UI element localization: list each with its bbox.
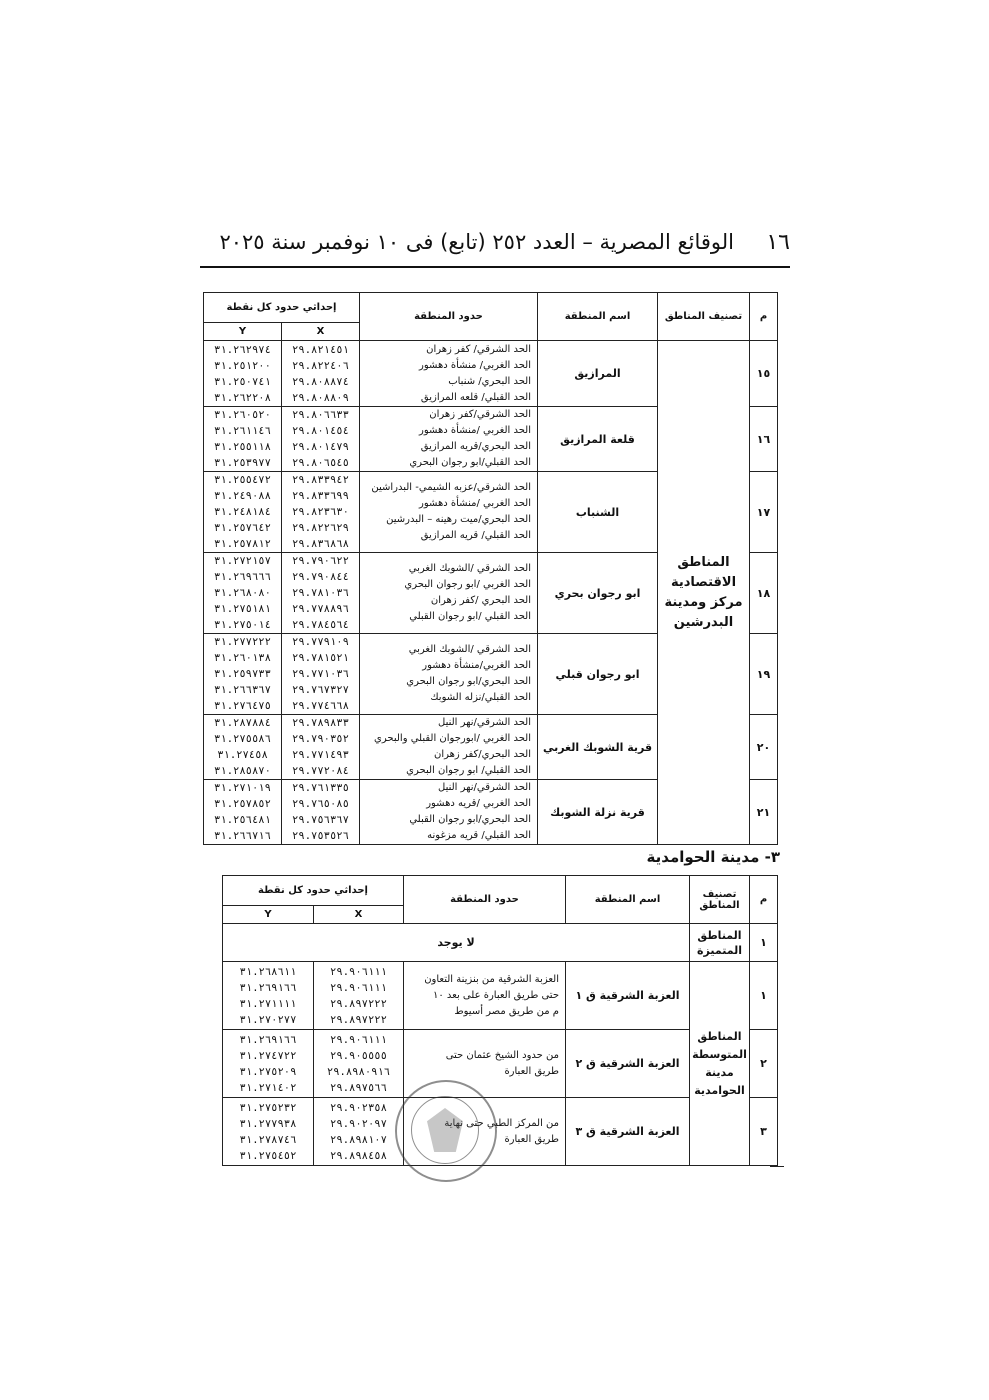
- x-coords-line: ٢٩.٨٩٨١٠٧: [330, 1133, 387, 1146]
- col-y: Y: [223, 906, 314, 924]
- row-num: ١: [750, 924, 778, 962]
- y-coords-line: ٣١.٢٧٥٤٥٢: [239, 1149, 297, 1162]
- x-coords-line: ٢٩.٨٠٦٦٣٣: [292, 409, 349, 421]
- y-coords-line: ٣١.٢٦٢٢٠٨: [214, 391, 271, 404]
- y-coords-line: ٣١.٢٦٨٦١١: [239, 965, 297, 978]
- y-coords-line: ٣١.٢٥٧٨٥٢: [214, 798, 271, 810]
- zone-borders-line: الحد القبلي/ابو رجوان البحري: [409, 457, 531, 468]
- row-num: ٢١: [750, 780, 778, 845]
- y-coords-line: ٣١.٢٥٩٧٣٣: [214, 668, 271, 680]
- y-coords-line: ٣١.٢٦٦٣٦٧: [214, 684, 271, 696]
- zone-name: العزبة الشرقية ق ٢: [566, 1030, 690, 1098]
- x-coords: [314, 1030, 404, 1098]
- zone-borders-line: الحد القبلي /ابو رجوان القبلي: [409, 611, 531, 622]
- classification-distinguished: المناطق المتميزة: [690, 924, 750, 962]
- zone-borders-line: الحد البحري /كفر زهران: [430, 595, 531, 606]
- header-rule: [200, 266, 790, 268]
- y-coords-line: ٣١.٢٦٢٩٧٤: [214, 343, 271, 356]
- zone-borders-line: الحد الشرقي /الشوبك الغربي: [408, 563, 531, 574]
- x-coords-line: ٢٩.٩٠٦١١١: [330, 1033, 387, 1046]
- x-coords-line: ٢٩.٨٩٨٠٩١٦: [326, 1065, 391, 1078]
- zone-borders-line: الحد البحري/ابو رجوان القبلي: [409, 814, 531, 825]
- x-coords-line: ٢٩.٧٩٠٦٢٢: [292, 555, 349, 567]
- y-coords-line: ٣١.٢٥٠٧٤١: [214, 375, 271, 388]
- x-coords-line: ٢٩.٧٦٥٠٨٥: [292, 798, 349, 810]
- y-coords-line: ٣١.٢٦٩٦٦٦: [214, 571, 271, 583]
- zone-name: الشنباب: [538, 472, 658, 553]
- x-coords-line: ٢٩.٨٢٢٤٠٦: [292, 359, 349, 372]
- x-coords-line: ٢٩.٨٢١٤٥١: [292, 343, 349, 356]
- zone-borders-line: طريق العبارة: [504, 1065, 559, 1077]
- x-coords-line: ٢٩.٨٠٨٨٧٤: [292, 375, 349, 388]
- zone-borders-line: الحد الشرقي/كفر زهران: [429, 409, 531, 420]
- x-coords-line: ٢٩.٨٩٧٥٦٦: [330, 1081, 387, 1094]
- zone-name: قلعة المرازيق: [538, 407, 658, 472]
- y-coords-line: ٣١.٢٥٥٤٧٢: [214, 474, 271, 486]
- zone-borders-line: حتى طريق العبارة على بعد ١٠: [432, 989, 559, 1001]
- row-num: ١٧: [750, 472, 778, 553]
- x-coords-line: ٢٩.٩٠٦١١١: [330, 965, 387, 978]
- y-coords-line: ٣١.٢٦٠١٣٨: [214, 652, 271, 664]
- x-coords-line: ٢٩.٨٢٢٦٢٩: [292, 522, 349, 534]
- y-coords-line: ٣١.٢٨٧٨٨٤: [214, 717, 271, 729]
- zone-name: العزبة الشرقية ق ٣: [566, 1098, 690, 1166]
- x-coords-line: ٢٩.٧٦٧٣٢٧: [292, 684, 349, 696]
- row-num: ٢٠: [750, 715, 778, 780]
- zone-borders-line: الحد القبلي/ قريه مزغونه: [427, 830, 531, 841]
- zone-borders-line: م من طريق مصر أسيوط: [454, 1005, 559, 1017]
- y-coords-line: ٣١.٢٥١٢٠٠: [214, 359, 271, 372]
- zone-borders-line: الحد الغربي /قريه دهشور: [426, 798, 531, 809]
- x-coords-line: ٢٩.٧٧٢٠٨٤: [292, 765, 349, 777]
- hawamdeya-zones-table: [222, 875, 778, 1166]
- y-coords: [223, 962, 314, 1030]
- col-zone-name: اسم المنطقة: [566, 876, 690, 924]
- y-coords: [204, 407, 282, 472]
- journal-title: الوقائع المصرية – العدد ٢٥٢ (تابع) فى ١٠ نوفمبر سنة ٢٠٢٥: [219, 230, 734, 254]
- y-coords-line: ٣١.٢٦٩١٦٦: [239, 981, 297, 994]
- zone-borders-line: من حدود الشيخ عثمان حتى: [445, 1049, 559, 1061]
- zone-borders-line: الحد القبلي/ ابو رجوان البحري: [406, 765, 531, 776]
- zone-borders-line: طريق العبارة: [504, 1133, 559, 1145]
- x-coords-line: ٢٩.٧٦١٣٣٥: [292, 782, 349, 794]
- x-coords-line: ٢٩.٧٧١٤٩٣: [292, 749, 349, 761]
- official-stamp: [395, 1080, 497, 1182]
- no-entries: لا يوجد: [223, 924, 690, 962]
- y-coords-line: ٣١.٢٧٢١٥٧: [214, 555, 271, 567]
- row-num: ١٨: [750, 553, 778, 634]
- y-coords-line: ٣١.٢٥٦٤٨١: [214, 814, 271, 826]
- x-coords: [282, 407, 360, 472]
- zone-name: ابو رجوان قبلي: [538, 634, 658, 715]
- y-coords-line: ٣١.٢٦٨٠٨٠: [214, 587, 271, 599]
- zone-borders-line: من المركز الطبي حتى نهاية: [444, 1117, 559, 1129]
- x-coords: [282, 634, 360, 715]
- col-num: م: [750, 876, 778, 924]
- x-coords-line: ٢٩.٧٧٨٨٩٦: [292, 603, 349, 615]
- col-borders: حدود المنطقة: [404, 876, 566, 924]
- section-title: ٣- مدينة الحوامدية: [646, 848, 780, 866]
- x-coords-line: ٢٩.٩٠٥٥٥٥: [330, 1049, 387, 1062]
- x-coords-line: ٢٩.٧٨٤٥٦٤: [292, 619, 349, 631]
- y-coords: [223, 1098, 314, 1166]
- zone-borders: [360, 715, 538, 780]
- x-coords-line: ٢٩.٨٠٦٥٤٥: [292, 457, 349, 469]
- row-num: ١٥: [750, 341, 778, 407]
- zone-borders-line: الحد الغربي/ منشأة دهشور: [419, 359, 531, 371]
- y-coords-line: ٣١.٢٥٧٦٤٢: [214, 522, 271, 534]
- zone-borders: [360, 553, 538, 634]
- y-coords: [204, 341, 282, 407]
- zone-borders-line: الحد البحري/ابو رجوان البحري: [406, 676, 531, 687]
- zone-borders-line: الحد الشرقي/ كفر زهران: [426, 343, 531, 355]
- zone-borders-line: الحد الغربي/منشأة دهشور: [422, 660, 531, 671]
- y-coords-line: ٣١.٢٧١٠١٩: [214, 782, 271, 794]
- x-coords-line: ٢٩.٧٧٤٦٦٨: [292, 700, 349, 712]
- classification-cell: المناطق الاقتصادية مركز ومدينة البدرشين: [658, 341, 750, 845]
- x-coords-line: ٢٩.٨٩٨٤٥٨: [330, 1149, 387, 1162]
- col-x: X: [314, 906, 404, 924]
- x-coords-line: ٢٩.٧٩٠٣٥٢: [292, 733, 349, 745]
- edge-mark: [770, 1166, 784, 1167]
- zone-borders: [360, 634, 538, 715]
- col-num: م: [750, 293, 778, 341]
- y-coords-line: ٣١.٢٨٥٨٧٠: [214, 765, 271, 777]
- x-coords-line: ٢٩.٨٠١٤٧٩: [292, 441, 349, 453]
- zone-borders: [360, 407, 538, 472]
- page-number: ١٦: [766, 230, 790, 255]
- y-coords-line: ٣١.٢٧٠٢٧٧: [239, 1013, 297, 1026]
- zone-borders-line: الحد الشرقي/عزبه الشيمي- البدراشين: [371, 482, 531, 493]
- y-coords-line: ٣١.٢٧٥٢٠٩: [239, 1065, 297, 1078]
- col-classification: تصنيف المناطق: [658, 293, 750, 341]
- zone-borders: [360, 472, 538, 553]
- y-coords: [204, 715, 282, 780]
- row-num: ١٦: [750, 407, 778, 472]
- badrashin-zones-table: [203, 292, 778, 845]
- col-coords: إحداثي حدود كل نقطة: [204, 293, 360, 323]
- page-header: [200, 224, 790, 268]
- y-coords-line: ٣١.٢٦١١٤٦: [214, 425, 271, 437]
- x-coords: [314, 1098, 404, 1166]
- row-num: ٣: [750, 1098, 778, 1166]
- y-coords-line: ٣١.٢٧٦٤٧٥: [214, 700, 271, 712]
- x-coords-line: ٢٩.٨٢٣٦٣٠: [292, 506, 349, 518]
- x-coords-line: ٢٩.٧٨١٥٢١: [292, 652, 349, 664]
- row-num: ٢: [750, 1030, 778, 1098]
- y-coords-line: ٣١.٢٧٤٥٨: [217, 749, 268, 761]
- y-coords-line: ٣١.٢٥٧٨١٢: [214, 538, 271, 550]
- x-coords-line: ٢٩.٧٥٣٥٢٦: [292, 830, 349, 842]
- x-coords-line: ٢٩.٨٠٨٨٠٩: [292, 391, 349, 404]
- y-coords-line: ٣١.٢٤٨١٨٤: [214, 506, 271, 518]
- zone-borders-line: الحد الغربي /ابورجوان القبلي والبحري: [374, 733, 531, 744]
- x-coords: [282, 780, 360, 845]
- col-classification: تصنيف المناطق: [690, 876, 750, 924]
- x-coords-line: ٢٩.٧٨١٠٣٦: [292, 587, 349, 599]
- y-coords: [204, 634, 282, 715]
- y-coords: [223, 1030, 314, 1098]
- row-num: ١: [750, 962, 778, 1030]
- y-coords: [204, 780, 282, 845]
- y-coords-line: ٣١.٢٧٥٠١٤: [214, 619, 271, 631]
- x-coords: [282, 715, 360, 780]
- zone-name: المرازيق: [538, 341, 658, 407]
- x-coords-line: ٢٩.٨٩٧٢٢٢: [330, 1013, 387, 1026]
- x-coords: [282, 341, 360, 407]
- zone-borders-line: الحد البحري/قريه المرازيق: [420, 441, 531, 452]
- x-coords-line: ٢٩.٧٨٩٨٣٣: [292, 717, 349, 729]
- x-coords-line: ٢٩.٨٣٦٨٦٨: [292, 538, 349, 550]
- x-coords-line: ٢٩.٩٠٢٣٥٨: [330, 1101, 387, 1114]
- zone-borders-line: الحد الغربي /منشأة دهشور: [419, 498, 531, 509]
- y-coords-line: ٣١.٢٧٧٢٢٢: [214, 636, 271, 648]
- col-borders: حدود المنطقة: [360, 293, 538, 341]
- zone-borders-line: الحد القبلي/نزله الشوبك: [430, 692, 531, 703]
- zone-borders-line: الحد البحري/ شنباب: [448, 375, 531, 387]
- y-coords-line: ٣١.٢٥٣٩٧٧: [214, 457, 271, 469]
- zone-borders-line: الحد الشرقي /الشوبك الغربي: [408, 644, 531, 655]
- col-coords: إحداثي حدود كل نقطة: [223, 876, 404, 906]
- x-coords-line: ٢٩.٧٩٠٨٤٤: [292, 571, 349, 583]
- table-row-distinguished: [223, 924, 778, 962]
- zone-name: قرية نزلة الشوبك: [538, 780, 658, 845]
- x-coords-line: ٢٩.٩٠٢٠٩٧: [330, 1117, 387, 1130]
- zone-borders-line: الحد الغربي /ابو رجوان البحري: [404, 579, 531, 590]
- x-coords: [282, 553, 360, 634]
- col-y: Y: [204, 323, 282, 341]
- y-coords-line: ٣١.٢٦٦٧١٦: [214, 830, 271, 842]
- zone-name: ابو رجوان بحري: [538, 553, 658, 634]
- y-coords-line: ٣١.٢٦٠٥٢٠: [214, 409, 271, 421]
- col-zone-name: اسم المنطقة: [538, 293, 658, 341]
- x-coords: [282, 472, 360, 553]
- x-coords-line: ٢٩.٨٠١٤٥٤: [292, 425, 349, 437]
- x-coords-line: ٢٩.٨٣٣٦٩٩: [292, 490, 349, 502]
- zone-borders-line: الحد الغربي /منشأة دهشور: [419, 425, 531, 436]
- y-coords-line: ٣١.٢٧٥٥٨٦: [214, 733, 271, 745]
- zone-borders-line: الحد القبلي/ قلعه المرازيق: [420, 391, 531, 403]
- zone-borders: [360, 780, 538, 845]
- table-row: [223, 962, 778, 1030]
- x-coords-line: ٢٩.٧٧١٠٣٦: [292, 668, 349, 680]
- x-coords-line: ٢٩.٩٠٦١١١: [330, 981, 387, 994]
- y-coords-line: ٣١.٢٤٩٠٨٨: [214, 490, 271, 502]
- zone-borders-line: الحد الشرقي/نهر النيل: [438, 782, 531, 793]
- zone-borders: [360, 341, 538, 407]
- y-coords-line: ٣١.٢٧٨٧٤٦: [239, 1133, 297, 1146]
- y-coords-line: ٣١.٢٧٤٧٢٢: [239, 1049, 297, 1062]
- zone-borders-line: الحد البحري/ميت رهينه – البدرشين: [386, 514, 531, 525]
- table-row: [204, 341, 778, 407]
- x-coords-line: ٢٩.٨٣٣٩٤٢: [292, 474, 349, 486]
- y-coords-line: ٣١.٢٥٥١١٨: [214, 441, 271, 453]
- x-coords-line: ٢٩.٨٩٧٢٢٢: [330, 997, 387, 1010]
- zone-borders-line: العزبة الشرقية من بنزينة التعاون: [424, 973, 559, 985]
- col-x: X: [282, 323, 360, 341]
- y-coords: [204, 553, 282, 634]
- y-coords-line: ٣١.٢٧٧٩٣٨: [239, 1117, 297, 1130]
- y-coords-line: ٣١.٢٧٥١٨١: [214, 603, 271, 615]
- x-coords-line: ٢٩.٧٥٦٣٦٧: [292, 814, 349, 826]
- y-coords-line: ٣١.٢٦٩١٦٦: [239, 1033, 297, 1046]
- zone-borders-line: الحد البحري/كفر زهران: [434, 749, 531, 760]
- y-coords: [204, 472, 282, 553]
- y-coords-line: ٣١.٢٧١٤٠٢: [239, 1081, 297, 1094]
- zone-borders-line: الحد الشرقي/نهر النيل: [438, 717, 531, 728]
- zone-borders: [404, 962, 566, 1030]
- y-coords-line: ٣١.٢٧١١١١: [239, 997, 297, 1010]
- x-coords: [314, 962, 404, 1030]
- x-coords-line: ٢٩.٧٧٩١٠٩: [292, 636, 349, 648]
- y-coords-line: ٣١.٢٧٥٢٣٢: [239, 1101, 297, 1114]
- zone-name: قرية الشوبك الغربي: [538, 715, 658, 780]
- row-num: ١٩: [750, 634, 778, 715]
- zone-name: العزبة الشرقية ق ١: [566, 962, 690, 1030]
- classification-cell: المناطق المتوسطة مدينة الحوامدية: [690, 962, 750, 1166]
- zone-borders-line: الحد القبلي/ قريه المرازيق: [420, 530, 531, 541]
